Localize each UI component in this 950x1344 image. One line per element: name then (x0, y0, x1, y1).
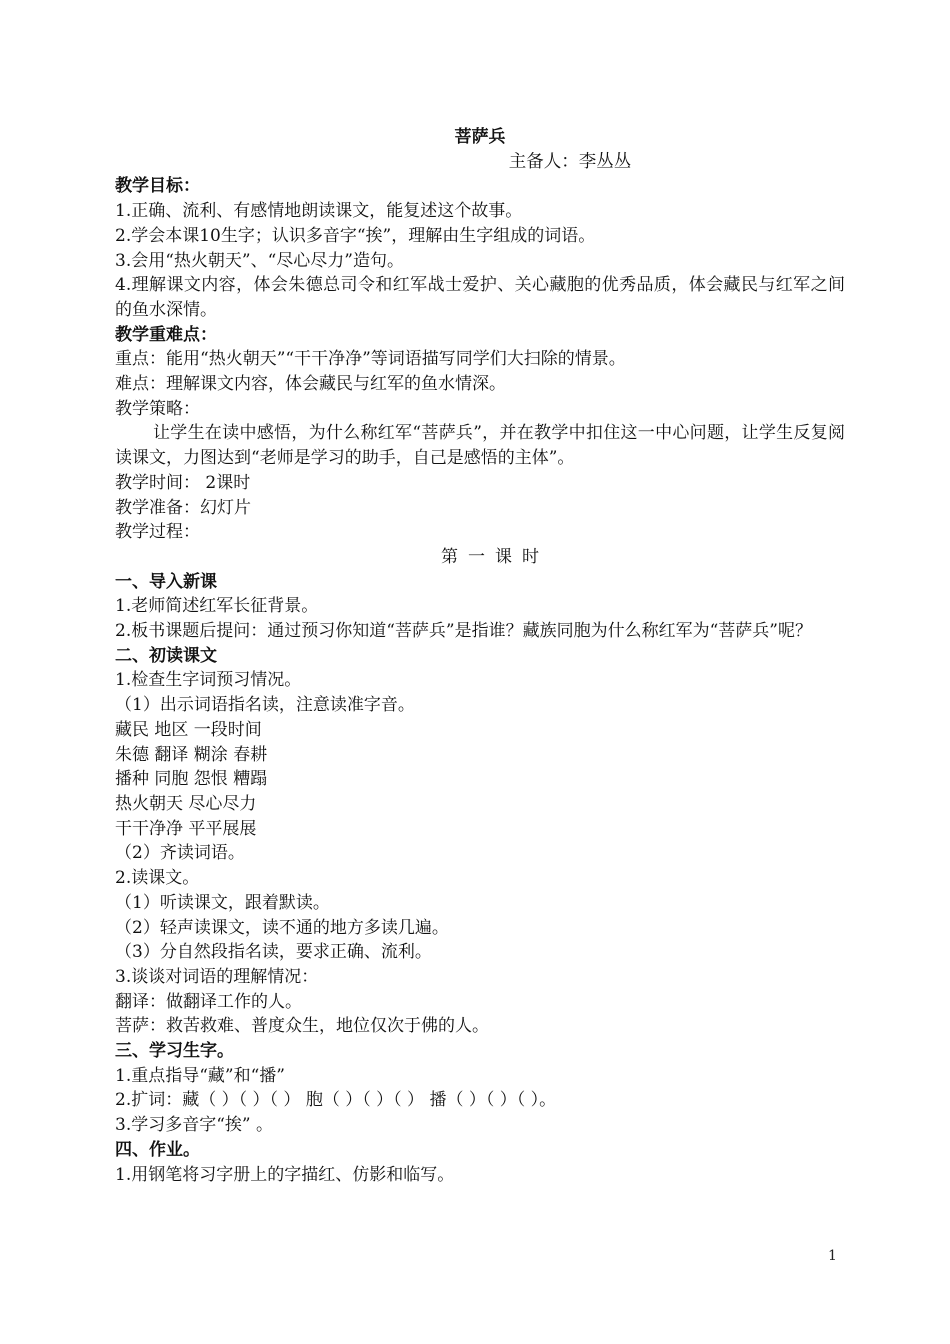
section-2-item-1b: （2）齐读词语。 (115, 843, 245, 864)
objective-3: 3.会用“热火朝天”、“尽心尽力”造句。 (115, 250, 404, 271)
teaching-process: 教学过程： (115, 522, 200, 543)
section-4-heading: 四、作业。 (115, 1139, 200, 1160)
section-2-item-1: 1.检查生字词预习情况。 (115, 670, 302, 691)
section-2-item-3b: 菩萨：救苦救难、普度众生，地位仅次于佛的人。 (115, 1016, 489, 1037)
doc-author: 主备人：李丛丛 (508, 151, 632, 172)
document-body (115, 125, 845, 1187)
key-point: 重点：能用“热火朝天”“干干净净”等词语描写同学们大扫除的情景。 (115, 349, 626, 370)
section-1-item-2: 2.板书课题后提问：通过预习你知道“菩萨兵”是指谁？藏族同胞为什么称红军为“菩萨兵”呢？ (115, 621, 812, 642)
lesson-heading: 第一课时 (441, 546, 549, 567)
objectives-heading: 教学目标： (115, 176, 200, 197)
section-2-item-1a: （1）出示词语指名读，注意读准字音。 (115, 695, 415, 716)
strategy-text: 让学生在读中感悟，为什么称红军“菩萨兵”，并在教学中扣住这一中心问题，让学生反复阅读课文，力图达到“老师是学习的助手，自己是感悟的主体”。 (115, 423, 845, 469)
section-4-item-1: 1.用钢笔将习字册上的字描红、仿影和临写。 (115, 1164, 455, 1185)
section-2-item-3a: 翻译：做翻译工作的人。 (115, 991, 302, 1012)
section-3-item-1: 1.重点指导“藏”和“播” (115, 1065, 285, 1086)
teaching-time: 教学时间： 2课时 (115, 472, 251, 493)
word-row-5: 干干净净 平平展展 (115, 818, 257, 839)
section-3-item-3: 3.学习多音字“挨” 。 (115, 1115, 274, 1136)
word-row-3: 播种 同胞 怨恨 糟蹋 (115, 769, 268, 790)
word-row-4: 热火朝天 尽心尽力 (115, 793, 257, 814)
difficulty-point: 难点：理解课文内容，体会藏民与红军的鱼水情深。 (115, 374, 506, 395)
word-row-2: 朱德 翻译 糊涂 春耕 (115, 744, 268, 765)
section-2-item-3: 3.谈谈对词语的理解情况： (115, 966, 319, 987)
objective-1: 1.正确、流利、有感情地朗读课文，能复述这个故事。 (115, 201, 523, 222)
page-number: 1 (828, 1248, 837, 1264)
teaching-prep: 教学准备：幻灯片 (115, 497, 251, 518)
section-3-heading: 三、学习生字。 (115, 1041, 234, 1062)
objective-2: 2.学会本课10生字；认识多音字“挨”，理解由生字组成的词语。 (115, 225, 596, 246)
keypoints-heading: 教学重难点： (115, 324, 217, 345)
word-row-1: 藏民 地区 一段时间 (115, 719, 262, 740)
doc-title: 菩萨兵 (454, 127, 506, 147)
section-1-heading: 一、导入新课 (115, 571, 217, 592)
section-2-item-2: 2.读课文。 (115, 868, 200, 889)
section-2-item-2b: （2）轻声读课文，读不通的地方多读几遍。 (115, 917, 449, 938)
section-2-item-2a: （1）听读课文，跟着默读。 (115, 892, 330, 913)
section-2-heading: 二、初读课文 (115, 645, 217, 666)
objective-4: 4.理解课文内容，体会朱德总司令和红军战士爱护、关心藏胞的优秀品质，体会藏民与红军之间的鱼水深情。 (115, 275, 845, 320)
section-3-item-2: 2.扩词：藏（ ）（ ）（ ） 胞（ ）（ ）（ ） 播（ ）（ ）（ ）。 (115, 1090, 557, 1111)
strategy-heading: 教学策略： (115, 398, 200, 419)
section-2-item-2c: （3）分自然段指名读，要求正确、流利。 (115, 942, 432, 963)
section-1-item-1: 1.老师简述红军长征背景。 (115, 596, 319, 617)
